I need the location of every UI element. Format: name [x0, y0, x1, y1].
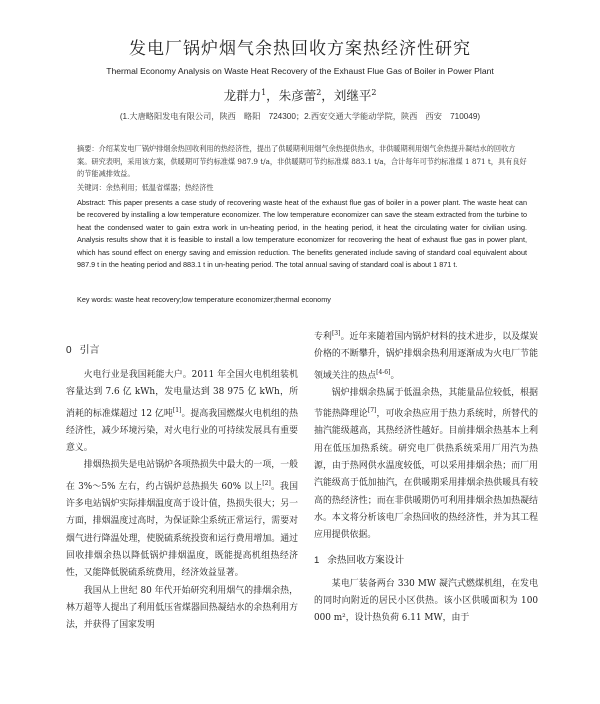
paper-title-en: Thermal Economy Analysis on Waste Heat Recovery of the Exhaust Flue Gas of Boiler in Power Plant	[106, 66, 494, 76]
paragraph: 某电厂装备两台 330 MW 凝汽式燃煤机组，在发电的同时向附近的居民小区供热。该小区供暖面积为 100 000 m²，设计热负荷 6.11 MW，由于	[314, 578, 538, 624]
author-3-affil: 2	[371, 87, 377, 97]
citation: [4-6]	[376, 368, 391, 376]
abstract-zh: 摘要：介绍某发电厂锅炉排烟余热回收利用的热经济性，提出了供暖期利用烟气余热提供热水，非供暖期利用烟气余热提升凝结水的回收方案。研究表明，采用该方案，供暖期可节约标准煤 987.9 t/a，非供暖期可节约标准煤 883.1 t/a，合计每年可节约标准煤 1 871 t，具有良好的节能减排效益。	[77, 144, 527, 178]
paper-title-zh: 发电厂锅炉烟气余热回收方案热经济性研究	[129, 39, 471, 59]
keywords-zh: 关键词：余热利用；低温省煤器；热经济性	[77, 183, 214, 192]
right-column	[314, 325, 538, 628]
text-run: 火电行业是我国耗能大户。2011 年全国火电机组装机容量达到 7.6 亿 kWh，发电量达到 38 975 亿 kWh，所消耗的标准煤超过 12 亿吨	[66, 370, 298, 419]
paragraph	[66, 367, 298, 457]
paragraph	[314, 385, 538, 545]
text-run: 。	[390, 370, 400, 381]
citation: [1]	[172, 406, 182, 414]
text-run: 排烟热损失是电站锅炉各项热损失中最大的一项，一般在 3%～5% 左右，约占锅炉总热损失 60% 以上	[66, 460, 298, 492]
author-list	[0, 86, 600, 104]
citation: [7]	[367, 407, 377, 415]
author-2-affil: 2	[316, 87, 322, 97]
section-title: 余热回收方案设计	[327, 555, 405, 567]
section-number: 1	[314, 555, 320, 567]
text-run: 。提高我国燃煤火电机组的热经济性，减少环境污染，对火电行业的可持续发展具有重要意义。	[66, 408, 299, 454]
left-column	[66, 367, 298, 634]
text-run: 。近年来随着国内锅炉材料的技术进步，以及煤炭价格的不断攀升，锅炉排烟余热利用逐渐成为火电厂节能领域关注的热点	[314, 331, 539, 381]
section-heading-1	[314, 552, 538, 569]
section-heading-0	[66, 341, 100, 356]
author-1: 龙群力	[223, 88, 262, 103]
section-number: 0	[66, 345, 72, 356]
section-title: 引言	[79, 345, 100, 356]
paragraph: 我国从上世纪 80 年代开始研究利用烟气的排烟余热，林万超等人提出了利用低压省煤器回热凝结水的余热利用方法，并获得了国家发明	[66, 585, 298, 631]
author-sep: ，	[266, 88, 279, 103]
author-1-affil: 1	[261, 87, 267, 97]
citation: [2]	[262, 479, 271, 487]
keywords-en: Key words: waste heat recovery;low temperature economizer;thermal economy	[77, 295, 331, 304]
author-sep: ，	[321, 88, 334, 103]
paragraph	[314, 325, 538, 385]
text-run: 锅炉排烟余热属于低温余热，其能量品位较低，根据节能热降理论	[314, 387, 538, 420]
text-run: ，可收余热应用于热力系统时，所替代的抽汽能级越高，其热经济性越好。目前排烟余热基本上利用在低压加热系统。研究电厂供热系统采用厂用汽为热源，由于热网供水温度较低，可以采用排烟余热；而厂用汽能级高于低加抽汽，在供暖期采用排烟余热供暖具有较高的热经济性；而在非供暖期仍可利用排烟余热加热凝结水。本文将分析该电厂余热回收的热经济性，并为其工程应用提供依据。	[314, 409, 538, 541]
author-2: 朱彦蕾	[278, 88, 317, 103]
author-3: 刘继平	[333, 88, 372, 103]
paragraph	[66, 457, 298, 582]
citation: [3]	[331, 330, 341, 337]
text-run: 专利	[314, 331, 332, 342]
abstract-en: Abstract: This paper presents a case study of recovering waste heat of the exhaust flue gas of boiler in a power plant. The waste heat can be recovered by installing a low temperature economizer. The low temperature economizer can save the steam extracted from the turbine to heat the condensed water to gain extra work in un-heating period, in the heating period, it heat the circulating water for civilian using. Analysis results show that it is feasible to install a low temperature economizer for recovering the heat of exhaust flue gas in power plant, which has sound effect on energy saving and emission reduction. The benefits generated include saving of standard coal equivalent about 987.9 t in the heating period and 883.1 t in un-heating period. The total annual saving of standard coal is about 1 871 t.	[77, 198, 527, 270]
text-run: 。我国许多电站锅炉实际排烟温度高于设计值，热损失很大；另一方面，排烟温度过高时，为保证除尘系统正常运行，需要对烟气进行降温处理，使脱硫系统投资和运行费用增加。通过回收排烟余热以降低锅炉排烟温度，既能提高机组热经济性，又能降低脱硫系统费用，经济效益显著。	[66, 481, 299, 579]
affiliation: (1.大唐略阳发电有限公司，陕西 略阳 724300；2.西安交通大学能动学院，陕西 西安 710049)	[119, 112, 481, 121]
